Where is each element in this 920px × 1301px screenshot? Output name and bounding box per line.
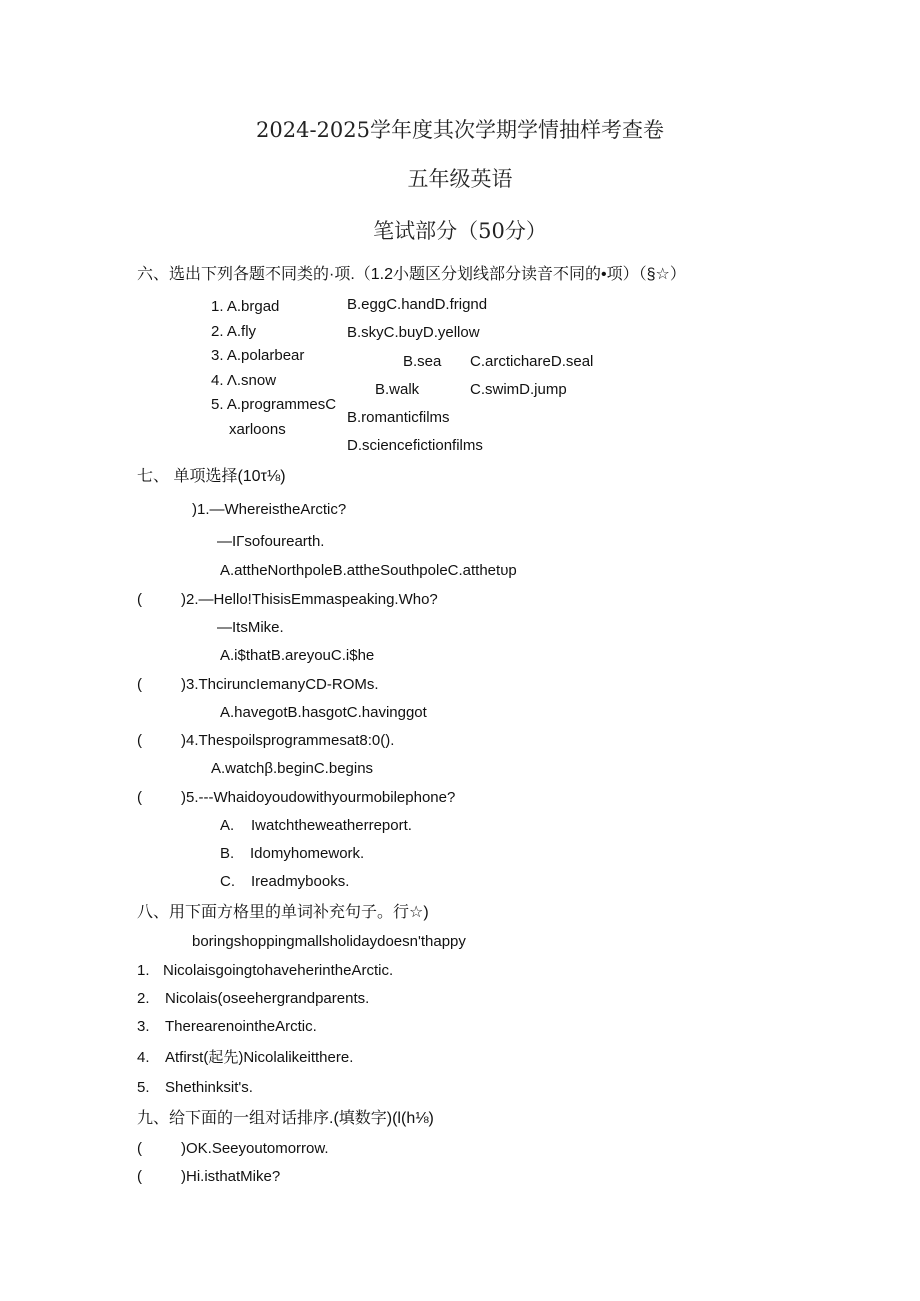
s7-q2-prompt: )2.—Hello!ThisisEmmaspeaking.Who? [181, 591, 438, 608]
s7-q1-prompt: )1.—WhereistheArctic? [192, 501, 347, 518]
s7-q3-prompt: )3.ThciruncIemanyCD-ROMs. [181, 676, 379, 693]
s8-item-5-text: Shethinksit's. [165, 1079, 253, 1096]
s7-q1-options: A.attheNorthpoleB.attheSouthpoleC.atthetυp [220, 562, 517, 579]
part-title: 笔试部分（50分） [373, 219, 547, 243]
s7-q4-prompt: )4.Thespoilsprogrammesat8:0(). [181, 732, 395, 749]
s8-item-5-number: 5. [137, 1079, 150, 1096]
s6-q4-option-b: B.walk [375, 381, 420, 398]
s7-q5-option-a-label: A. [220, 817, 235, 834]
s7-q4-options: A.watchβ.beginC.begins [211, 760, 374, 777]
s7-q5-option-b-label: B. [220, 845, 235, 862]
s7-q5-option-c-label: C. [220, 873, 235, 890]
s6-q1-option-a: 1. A.brgad [211, 298, 280, 315]
s9-item-1-paren: ( [137, 1140, 142, 1157]
s7-q5-option-a: Iwatchtheweatherreport. [251, 817, 412, 834]
s6-q5-option-a: 5. A.programmesC [211, 396, 337, 413]
s7-q2-options: A.i$thatB.areyouC.i$he [220, 647, 375, 664]
s6-q4-options-cd: C.swimD.jump [470, 381, 567, 398]
section7-heading: 七、 单项选择(10τ⅛) [137, 468, 286, 485]
s8-item-3-text: TherearenointheArctic. [165, 1018, 317, 1035]
s6-q3-option-b: B.sea [403, 353, 442, 370]
s7-q2-answer: —ItsMike. [217, 619, 284, 636]
s6-q2-options-rest: B.skyC.buyD.yellow [347, 324, 480, 341]
s6-q5-option-b: B.romanticfilms [347, 409, 450, 426]
section6-heading: 六、选出下列各题不同类的·项.（1.2小题区分划线部分读音不同的•项）（§☆） [137, 266, 686, 283]
s6-q2-option-a: 2. A.fly [211, 323, 257, 340]
s8-item-2-number: 2. [137, 990, 150, 1007]
s9-item-1-text: )OK.Seeyoutomorrow. [181, 1140, 329, 1157]
s6-q3-option-a: 3. A.polarbear [211, 347, 305, 364]
s9-item-2-paren: ( [137, 1168, 142, 1185]
s7-q3-options: A.havegotB.hasgotC.havinggot [220, 704, 427, 721]
s7-q2-paren: ( [137, 591, 142, 608]
section9-heading: 九、给下面的一组对话排序.(填数字)(l(h⅛) [137, 1110, 434, 1127]
s7-q5-prompt: )5.---Whaidoyoudowithyourmobilephone? [181, 789, 456, 806]
s7-q5-option-c: Ireadmybooks. [251, 873, 350, 890]
s6-q5-option-c: xarloons [229, 421, 286, 438]
s7-q3-paren: ( [137, 676, 142, 693]
s7-q1-answer: —ΙΓsofourearth. [217, 533, 325, 550]
s7-q5-option-b: Idomyhomework. [250, 845, 365, 862]
grade-subject: 五年级英语 [407, 167, 513, 191]
section8-heading: 八、用下面方格里的单词补充句子。行☆) [137, 904, 429, 921]
s8-item-3-number: 3. [137, 1018, 150, 1035]
s8-item-1-number: 1. [137, 962, 150, 979]
s8-item-2-text: Nicolais(oseehergrandparents. [165, 990, 370, 1007]
s6-q3-options-cd: C.arctichareD.seal [470, 353, 594, 370]
s6-q4-option-a: 4. Λ.snow [211, 372, 277, 389]
word-box: boringshoppingmallsholidaydoesn'thappy [192, 933, 466, 950]
s7-q4-paren: ( [137, 732, 142, 749]
s8-item-4-text: Atfirst(起先)Nicolalikeitthere. [165, 1049, 354, 1066]
s9-item-2-text: )Hi.isthatMike? [181, 1168, 281, 1185]
s8-item-4-number: 4. [137, 1049, 150, 1066]
s8-item-1-text: NicolaisgoingtohaveherintheArctic. [163, 962, 394, 979]
s6-q5-option-d: D.sciencefictionfilms [347, 437, 483, 454]
s7-q5-paren: ( [137, 789, 142, 806]
s6-q1-options-rest: B.eggC.handD.frignd [347, 296, 488, 313]
exam-title: 2024-2025学年度其次学期学情抽样考查卷 [256, 118, 664, 142]
